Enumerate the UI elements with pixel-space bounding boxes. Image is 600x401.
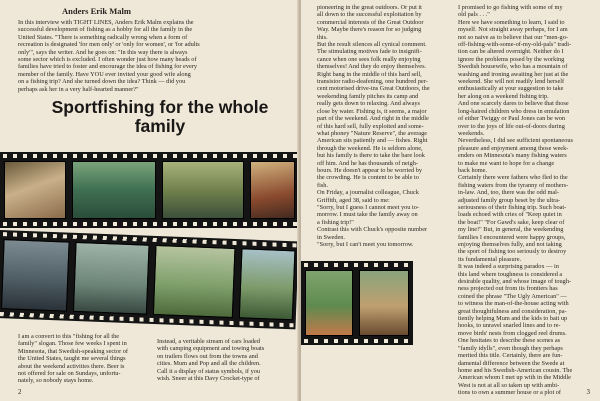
article-headline: Sportfishing for the whole family bbox=[51, 97, 269, 136]
photo-fish-close-up bbox=[73, 242, 150, 315]
body-column-3: pioneering in the great outdoors. Or put it all down to the successful exploitation by commercial interests of the Great Outdoor Way. Maybe there's reason for so judging this. But the result silences all cynical comment. The stimulating motives fade to insignifi- cance when one sees folk really enjoying themselves! And they do enjoy themselves. Right bang in the middle of this hard sell, transistor radio-deafening, one hundred per- cent motorised drive-ins Great Outdoors, the weekending family pitches its camp and really gets down to relaxing. And always close by water. Fishing is, it seems, a major part of the weekend. And right in the middle of this hard sell, fully exploited and some- what phoney "Nature Reserve", the average American sits patiently and — fishes. Right through the weekend. He is seldom alone, but his family is there to take the bare look off him. And he has thousands of neigh- bours. He doesn't appear to be worried by the crowding. He is content to be able to fish. On Friday, a journalist colleague, Chuck Griffith, aged 38, said to me: "Sorry, but I guess I cannot meet you to- morrow. I must take the family away on a fishing trip!" Contrast this with Chuck's opposite number in Sweden. "Sorry, but I can't meet you tomorrow. bbox=[317, 4, 430, 248]
body-column-4: I promised to go fishing with some of my old pals . . ." Here we have something to learn, I said to myself. Not straight away perhaps, for I am not so naive as to believe that our "men-go- off-fishing-with-some-of-my-old-pals" tradi- tion can be altered overnight. Neither do I ignore the problems posed by the working Swedish housewife, who has a mountain of washing and ironing awaiting her just at the weekend. She will not readily lend herself enthusiastically at your suggestion to take her along on a weekend fishing trip. And one scarcely dares to believe that those long-haired children who dress in emulation of either Twiggy or Paul Jones can be won over to the joys of life out-of-doors during weekends. Nevertheless, I did see sufficient spontaneous pleasure and enjoyment among those week- enders on Minnesota's many fishing waters to make me want to hope for a change back home. Certainly there were fathers who fled to the fishing waters from the tyranny of mothers- in-law. And, too, there was the odd mal- adjusted family group beset by the ultra- seriousness of their fishing trip. Such boat- loads echoed with cries of "Keep quiet in the boat!" "For Gawd's sake, keep clear of my line!" But, in general, the weekending families I encountered were happy groups, enjoying themselves fully, and not taking the sport of fishing too seriously to destroy its fundamental pleasure. It was indeed a surprising paradox — in this land where toughness is considered a desirable quality, and whose image of tough- ness projected out from its frontiers has coined the phrase "The Ugly American" — to witness the man-of-the-house acting with great thoughtfulness and consideration, pa- tiently helping Mum and the kids to bait up hooks, to unravel snarled lines and to re- move birds' nests from clogged reel drums. One hesitates to describe these scenes as "family idylls", even though they perhaps merited this title. Certainly, there are fun- damental difference between the Swede at home and his Swedish-American cousin. The American whom I met up with in the Middle West is not at all so taken up with ambi- tions to own a summer house or a plot of bbox=[458, 4, 573, 397]
body-column-1: I am a convert to this "fishing for all the family" slogan. Those few weeks I spent in Minnesota, that Swedish-speaking sector of the United States, taught me several things about the weekend activities there. Beer is not offered for sale on Sundays, unfortu- nately, so nobody stays home. bbox=[18, 333, 128, 385]
photo-child-with-fish bbox=[250, 161, 295, 219]
photo-family-portrait bbox=[4, 161, 66, 219]
left-page bbox=[0, 0, 299, 401]
filmstrip-right bbox=[301, 261, 413, 345]
author-byline: Anders Erik Malm bbox=[62, 6, 131, 16]
photo-lake-fishing bbox=[72, 161, 156, 219]
body-column-2: Instead, a veritable stream of cars loaded with camping equipment and towing boats on trailers flows out from the towns and cities. Mum and Pop and all the children. Call it a display of status symbols, if you wish. Sneer at this Davy Crocket-type of bbox=[157, 338, 265, 383]
filmstrip-top bbox=[0, 152, 299, 228]
photo-family-boat bbox=[153, 245, 236, 318]
filmstrip-middle bbox=[0, 230, 299, 329]
photo-angler-shore bbox=[239, 248, 296, 320]
page-number-right: 3 bbox=[586, 388, 590, 396]
right-page bbox=[301, 0, 600, 401]
photo-riverbank bbox=[162, 161, 244, 219]
photo-children-fishing bbox=[305, 270, 353, 336]
photo-woman-angler bbox=[359, 270, 409, 336]
page-number-left: 2 bbox=[18, 388, 22, 396]
photo-caught-fish bbox=[1, 239, 70, 311]
intro-paragraph: In this interview with TIGHT LINES, Anders Erik Malm explains the successful development of fishing as a hobby for all the family in the United States. "There is something radically wrong when a form of recreation is designated 'for men only' or 'only for women', or 'for adults only'", says the writer. And he goes on: "In this way there is always some sector which is excluded. I often wonder just how many heads of families have tried to foster and encourage the idea of fishing for every member of the family. Have YOU ever invited your good wife along on a fishing trip? And she turned down the idea? Think — did you perhaps ask her in a very half-hearted manner?" bbox=[18, 19, 200, 93]
